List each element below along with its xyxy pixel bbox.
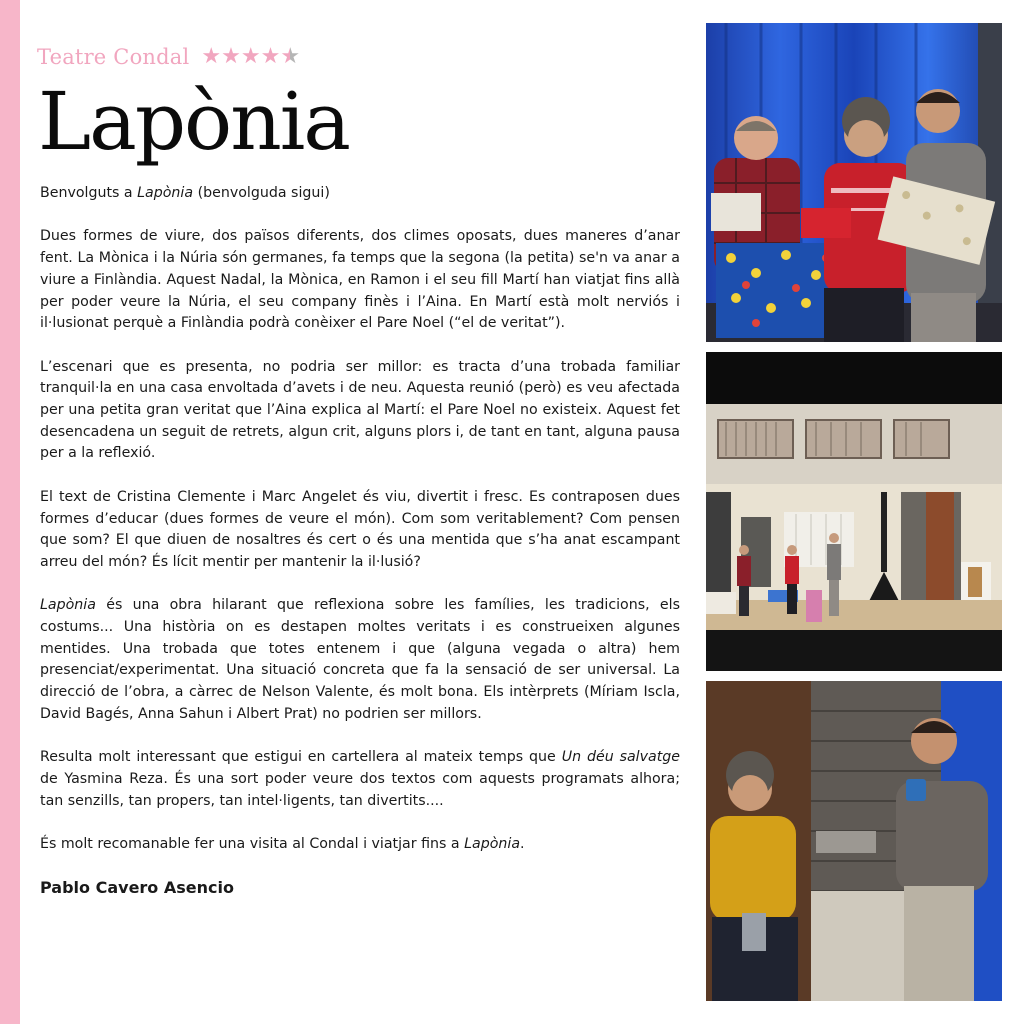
star-icon: ★	[221, 44, 241, 69]
paragraph-4	[40, 595, 680, 725]
stage-photo-icon	[706, 352, 1002, 671]
review-header	[37, 44, 300, 69]
paragraph-2: L’escenari que es presenta, no podria ser millor: es tracta d’una trobada familiar tranquil·la en una casa envoltada d’avets i de neu. Aquesta reunió (però) es veu afectada per una petita gran veritat que l’Aina explica al Martí: el Pare Noel no existeix. Aquest fet desencadena un seguit de retrets, algun crit, alguns plors i, de tant en tant, alguna pausa per a la reflexió.	[40, 358, 680, 462]
star-icon: ★	[201, 44, 222, 69]
paragraph-1: Dues formes de viure, dos països diferents, dos climes oposats, dues maneres d’anar fent. La Mònica i la Núria són germanes, fa temps que la segona (la petita) se'n va anar a viure a Finlàndia. Aquest Nadal, la Mònica, en Ramon i el seu fill Martí han viatjat fins allà per poder veure la Núria, el seu company finès i l’Aina. En Martí està molt nerviós i il·lusionat perquè a Finlàndia podrà conèixer el Pare Noel (“el de veritat”).	[40, 228, 680, 332]
paragraph-5-title-italic: Un déu salvatge	[561, 749, 680, 766]
venue-name: Teatre Condal	[37, 44, 190, 69]
star-rating	[201, 44, 300, 69]
stage-photo-gifts	[706, 23, 1002, 342]
author-name: Pablo Cavero Asencio	[40, 878, 234, 898]
greeting-paragraph	[40, 183, 680, 205]
star-icon: ★	[260, 44, 281, 69]
review-body	[40, 183, 680, 899]
greeting-title-italic: Lapònia	[137, 185, 194, 201]
paragraph-5-text-end: de Yasmina Reza. És una sort poder veure dos textos com aquests programats alhora; tan senzills, tan propers, tan intel·ligents, tan divertits....	[40, 770, 680, 809]
stage-photo-set	[706, 352, 1002, 671]
stage-photo-duo	[706, 681, 1002, 1001]
star-icon: ★	[240, 44, 261, 69]
half-star-icon: ★	[280, 44, 301, 69]
play-title: Lapònia	[38, 75, 349, 168]
accent-side-bar	[0, 0, 20, 1024]
paragraph-4-text: és una obra hilarant que reflexiona sobre les famílies, les tradicions, els costums... Una història on es destapen moltes veritats i es construeixen algunes mentides. Una trobada que totes entenem i que (alguna vegada o altra) hem presenciat/experimentat. Una situació concreta que fa la sensació de ser universal. La direcció de l’obra, a càrrec de Nelson Valente, és molt bona. Els intèrprets (Míriam Iscla, David Bagés, Anna Sahun i Albert Prat) no podrien ser millors.	[40, 597, 680, 722]
paragraph-5	[40, 747, 680, 812]
paragraph-5-text: Resulta molt interessant que estigui en cartellera al mateix temps que	[40, 749, 562, 766]
paragraph-6-text: És molt recomanable fer una visita al Condal i viatjar fins a	[40, 836, 465, 852]
paragraph-4-title-italic: Lapònia	[40, 597, 96, 614]
paragraph-6	[40, 834, 680, 856]
stage-photo-icon	[706, 681, 1002, 1001]
paragraph-6-text-end: .	[520, 836, 525, 852]
paragraph-6-title-italic: Lapònia	[464, 836, 521, 852]
paragraph-3: El text de Cristina Clemente i Marc Angelet és viu, divertit i fresc. Es contraposen dues formes d’educar (dues formes de veure el món). Com som veritablement? Com pensen que som? El que diuen de nosaltres és cert o és una mentida que s’ha anat escampant arreu del món? És lícit mentir per mantenir la il·lusió?	[40, 488, 680, 570]
stage-photo-icon	[706, 23, 1002, 342]
greeting-text: Benvolguts a	[40, 185, 138, 201]
greeting-text-end: (benvolguda sigui)	[193, 185, 330, 201]
